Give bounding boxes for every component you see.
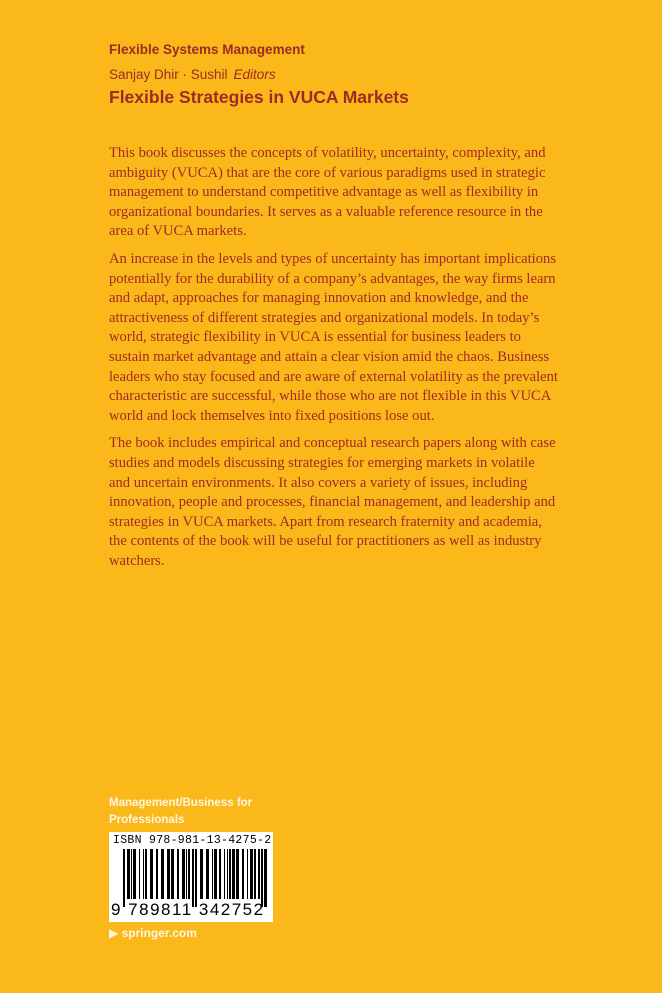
barcode-bar — [127, 849, 130, 899]
barcode-bar — [167, 849, 170, 899]
editors — [109, 67, 276, 82]
barcode — [109, 832, 273, 922]
barcode-bar — [200, 849, 203, 899]
barcode-bar — [161, 849, 164, 899]
barcode-bar — [212, 849, 213, 899]
barcode-bar — [195, 849, 197, 907]
barcode-bar — [139, 849, 140, 899]
editor-names: Sanjay Dhir · Sushil — [109, 67, 228, 82]
barcode-bar — [229, 849, 231, 899]
barcode-bar — [123, 849, 125, 907]
barcode-bar — [156, 849, 158, 899]
barcode-bar — [224, 849, 225, 899]
barcode-bar — [150, 849, 153, 899]
barcode-bar — [227, 849, 228, 899]
barcode-bar — [236, 849, 239, 899]
barcode-bar — [250, 849, 253, 899]
barcode-bar — [133, 849, 136, 899]
barcode-bar — [242, 849, 244, 899]
barcode-bar — [171, 849, 174, 899]
barcode-bar — [143, 849, 144, 899]
paragraph: An increase in the levels and types of uncertainty has important implications potentially for the durability of a company’s advantages, the way firms learn and adapt, approaches for managing innovation and knowledge, and the attractiveness of different strategies and organizational models. In today’s world, strategic flexibility in VUCA is essential for business leaders to sustain market advantage and attain a clear vision amid the chaos. Business leaders who stay focused and are aware of external volatility as the prevalent characteristic are successful, while those who are not flexible in this VUCA world and lock themselves into fixed positions lose out. — [109, 250, 558, 424]
category-label: Management/Business for Professionals — [109, 797, 253, 826]
barcode-bar — [145, 849, 147, 899]
springer-link[interactable]: ▶ springer.com — [109, 926, 197, 940]
barcode-bar — [264, 849, 267, 907]
barcode-bar — [232, 849, 235, 899]
barcode-bar — [177, 849, 179, 899]
paragraph: This book discusses the concepts of volatility, uncertainty, complexity, and ambiguity (VUCA) that are the core of various paradigms used in strategic management to understand competitive advantage as well as flexibility in organizational boundaries. It serves as a valuable reference resource in the area of VUCA markets. — [109, 145, 546, 240]
ean-number: 9 789811 342752 — [111, 900, 265, 919]
barcode-bar — [188, 849, 190, 899]
barcode-bar — [206, 849, 209, 899]
barcode-bar — [131, 849, 132, 899]
editors-label: Editors — [233, 67, 276, 82]
barcode-bar — [219, 849, 221, 899]
book-title: Flexible Strategies in VUCA Markets — [109, 87, 409, 107]
blurb — [109, 144, 559, 579]
barcode-bar — [192, 849, 194, 907]
barcode-bars — [113, 849, 269, 907]
barcode-bar — [182, 849, 185, 899]
barcode-bar — [214, 849, 217, 899]
barcode-bar — [254, 849, 256, 899]
paragraph: The book includes empirical and conceptual research papers along with case studies and models discussing strategies for emerging markets in volatile and uncertain environments. It also covers a variety of issues, including innovation, people and processes, financial management, and leadership and strategies in VUCA markets. Apart from research fraternity and academia, the contents of the book will be useful for practitioners as well as industry watchers. — [109, 435, 556, 569]
arrow-right-icon: ▶ — [109, 926, 122, 940]
barcode-bar — [258, 849, 260, 899]
isbn-text: ISBN 978-981-13-4275-2 — [113, 834, 272, 847]
barcode-bar — [261, 849, 263, 907]
barcode-bar — [247, 849, 248, 899]
series-title: Flexible Systems Management — [109, 42, 305, 57]
barcode-bar — [186, 849, 187, 899]
